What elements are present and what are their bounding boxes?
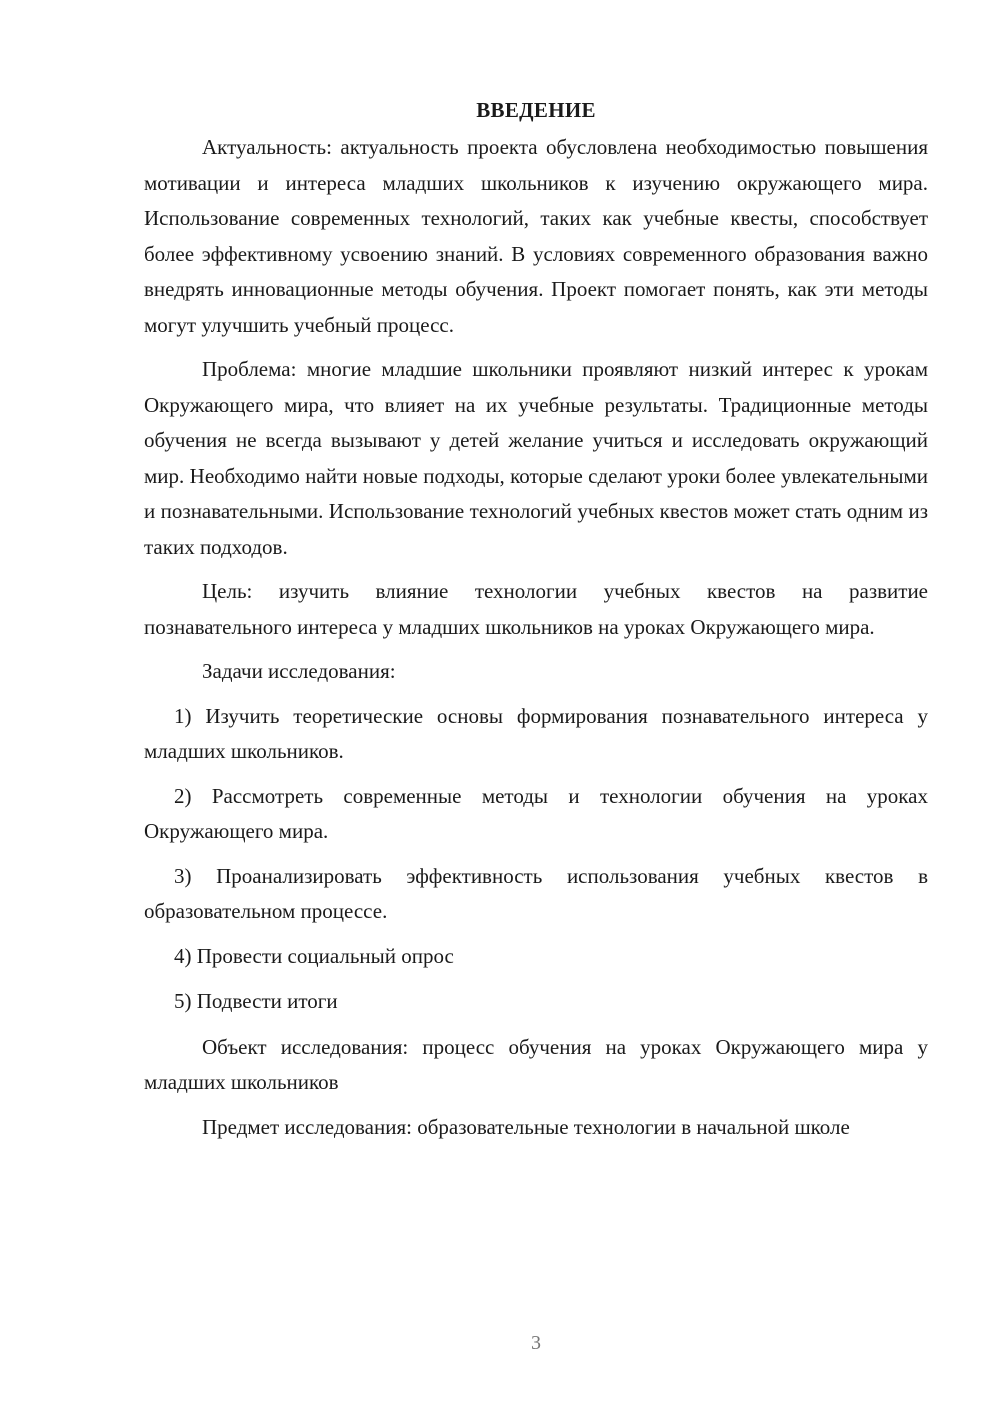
task-item-5: 5) Подвести итоги [174,989,338,1013]
goal-paragraph: Цель: изучить влияние технологии учебных квестов на развитие познавательного интереса у младших школьников на уроках Окружающего мира. [144,579,928,639]
task-item-4: 4) Провести социальный опрос [174,943,454,968]
task-item-2: 2) Рассмотреть современные методы и технологии обучения на уроках Окружающего мира. [144,783,928,843]
page-number: 3 [531,1332,541,1354]
section-heading: ВВЕДЕНИЕ [476,98,596,122]
document-page [144,92,928,1154]
problem-paragraph: Проблема: многие младшие школьники проявляют низкий интерес к урокам Окружающего мира, что влияет на их учебные результаты. Традиционные методы обучения не всегда вызывают у детей желание учиться и исследовать окружающий мир. Необходимо найти новые подходы, которые сделают уроки более увлекательными и познавательными. Использование технологий учебных квестов может стать одним из таких подходов. [144,357,928,559]
object-paragraph: Объект исследования: процесс обучения на уроках Окружающего мира у младших школьников [144,1034,928,1094]
task-item-1: 1) Изучить теоретические основы формирования познавательного интереса у младших школьников. [144,703,928,763]
subject-paragraph: Предмет исследования: образовательные технологии в начальной школе [202,1114,850,1139]
task-item-3: 3) Проанализировать эффективность использования учебных квестов в образовательном процессе. [144,863,928,923]
tasks-heading: Задачи исследования: [202,659,396,683]
relevance-paragraph: Актуальность: актуальность проекта обусловлена необходимостью повышения мотивации и интереса младших школьников к изучению окружающего мира. Использование современных технологий, таких как учебные квесты, способствует более эффективному усвоению знаний. В условиях современного образования важно внедрять инновационные методы обучения. Проект помогает понять, как эти методы могут улучшить учебный процесс. [144,135,928,337]
